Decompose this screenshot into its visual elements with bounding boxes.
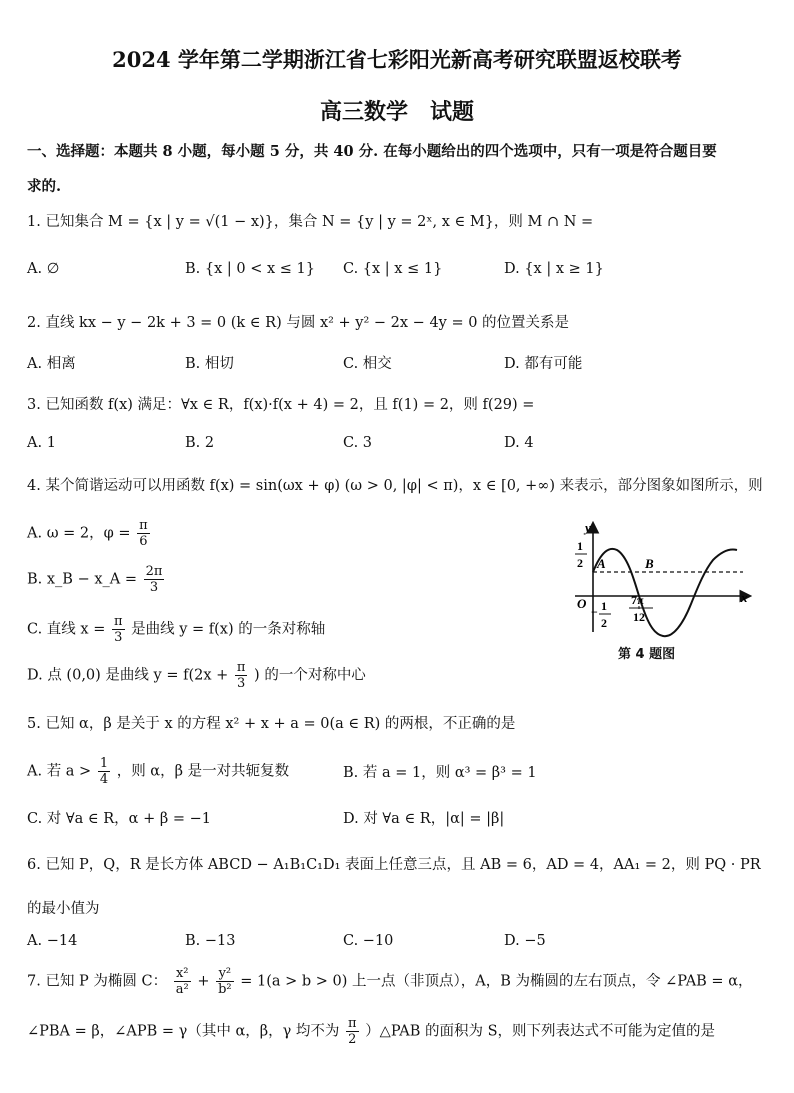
- q3-option-d[interactable]: D. 4: [504, 435, 534, 451]
- q4-a-fraction: $\frac{\pi}{6}$: [139, 518, 148, 549]
- q7-stem-post: = 1(a > b > 0) 上一点（非顶点），A，B 为椭圆的左右顶点，令 ∠PAB = α，: [240, 973, 753, 990]
- q4-d-text-post: ) 的一个对称中心: [254, 667, 366, 684]
- q4-stem: 4. 某个简谐运动可以用函数 f(x) = sin(ωx + φ) (ω > 0, |φ| < π)，x ∈ [0, +∞) 来表示，部分图象如图所示，则: [27, 478, 763, 494]
- q7-plus: +: [197, 973, 210, 990]
- q5-a-text: A. 若 a >: [27, 763, 92, 780]
- q3-option-a[interactable]: A. 1: [27, 435, 56, 451]
- half-denominator: 2: [577, 556, 583, 570]
- x-axis-label: x: [741, 590, 748, 605]
- q6-option-b[interactable]: B. −13: [185, 933, 236, 949]
- seven-pi-denominator: 12: [633, 610, 645, 624]
- q1-option-a[interactable]: A. ∅: [27, 261, 60, 277]
- q5-option-a[interactable]: [27, 756, 289, 787]
- q7-line2-fraction: $\frac{\pi}{2}$: [348, 1016, 357, 1047]
- q5-option-b[interactable]: B. 若 a = 1，则 α³ = β³ = 1: [343, 765, 537, 781]
- q4-d-fraction: $\frac{\pi}{3}$: [236, 660, 246, 691]
- q7-stem-pre: 7. 已知 P 为椭圆 C：: [27, 973, 168, 990]
- q5-stem: 5. 已知 α，β 是关于 x 的方程 x² + x + a = 0(a ∈ R) 的两根，不正确的是: [27, 716, 516, 732]
- q4-c-text: C. 直线 x =: [27, 621, 106, 638]
- q7-line2-pre: ∠PBA = β，∠APB = γ（其中 α，β，γ 均不为: [27, 1023, 340, 1040]
- sine-curve: [593, 549, 737, 636]
- q5-option-c[interactable]: C. 对 ∀a ∈ R，α + β = −1: [27, 811, 211, 827]
- q4-d-text: D. 点 (0,0) 是曲线 y = f(2x +: [27, 667, 229, 684]
- q6-option-c[interactable]: C. −10: [343, 933, 394, 949]
- q7-stem-line2: [27, 1016, 772, 1047]
- figure-caption: 第 4 题图: [618, 647, 676, 662]
- q4-b-fraction: $\frac{2\pi}{3}$: [145, 564, 163, 595]
- q5-option-d[interactable]: D. 对 ∀a ∈ R，|α| = |β|: [343, 811, 505, 827]
- q3-option-c[interactable]: C. 3: [343, 435, 373, 451]
- point-b-label: B: [645, 556, 654, 571]
- q4-c-fraction: $\frac{\pi}{3}$: [113, 614, 123, 645]
- q2-stem: 2. 直线 kx − y − 2k + 3 = 0 (k ∈ R) 与圆 x² + y² − 2x − 4y = 0 的位置关系是: [27, 315, 570, 331]
- q1-option-d[interactable]: D. {x | x ≥ 1}: [504, 261, 604, 277]
- q1-stem: 1. 已知集合 M = {x | y = √(1 − x)}，集合 N = {y | y = 2ˣ, x ∈ M}，则 M ∩ N =: [27, 214, 594, 230]
- neg-half-sign: −: [591, 605, 598, 619]
- q6-option-a[interactable]: A. −14: [27, 933, 78, 949]
- q3-option-b[interactable]: B. 2: [185, 435, 215, 451]
- exam-subtitle: 高三数学 试题: [319, 99, 474, 125]
- y-axis-label: y: [585, 520, 591, 535]
- q2-option-c[interactable]: C. 相交: [343, 356, 392, 372]
- q1-option-b[interactable]: B. {x | 0 < x ≤ 1}: [185, 261, 315, 277]
- origin-label: O: [577, 596, 587, 611]
- q4-option-b[interactable]: [27, 564, 166, 595]
- q5-a-text-post: ，则 α，β 是一对共轭复数: [116, 763, 290, 780]
- section-heading: 一、选择题：本题共 8 小题，每小题 5 分，共 40 分. 在每小题给出的四个选项中，只有一项是符合题目要: [27, 143, 717, 160]
- q6-stem: 6. 已知 P，Q，R 是长方体 ABCD − A₁B₁C₁D₁ 表面上任意三点，且 AB = 6，AD = 4，AA₁ = 2，则 PQ · PR: [27, 857, 761, 873]
- q4-option-d[interactable]: [27, 660, 366, 691]
- seven-pi-numerator: 7π: [631, 593, 644, 607]
- section-heading-cont: 求的.: [27, 178, 62, 195]
- q4-b-text: B. x_B − x_A =: [27, 571, 137, 588]
- q1-option-c[interactable]: C. {x | x ≤ 1}: [343, 261, 443, 277]
- q7-fraction-y: $\frac{\text{y²}}{\text{b²}}$: [218, 966, 232, 997]
- q5-a-fraction: $\frac{1}{4}$: [99, 756, 109, 787]
- exam-title: 2024 学年第二学期浙江省七彩阳光新高考研究联盟返校联考: [112, 47, 682, 72]
- half-numerator: 1: [577, 539, 583, 553]
- q4-sine-graph: [535, 512, 775, 662]
- q2-option-b[interactable]: B. 相切: [185, 356, 234, 372]
- q4-option-c[interactable]: [27, 614, 325, 645]
- neg-half-denominator: 2: [601, 616, 607, 630]
- q7-fraction-x: $\frac{\text{x²}}{\text{a²}}$: [175, 966, 189, 997]
- q2-option-a[interactable]: A. 相离: [27, 356, 76, 372]
- q7-stem: [27, 966, 772, 997]
- point-a-label: A: [597, 556, 606, 571]
- q4-option-a[interactable]: [27, 518, 152, 549]
- q4-c-text-post: 是曲线 y = f(x) 的一条对称轴: [131, 621, 326, 638]
- q7-line2-post: ）△PAB 的面积为 S，则下列表达式不可能为定值的是: [365, 1023, 716, 1040]
- q2-option-d[interactable]: D. 都有可能: [504, 356, 583, 372]
- q4-a-text: A. ω = 2，φ =: [27, 525, 131, 542]
- q6-stem-cont: 的最小值为: [27, 901, 100, 917]
- q3-stem: 3. 已知函数 f(x) 满足：∀x ∈ R，f(x)·f(x + 4) = 2，且 f(1) = 2，则 f(29) =: [27, 397, 535, 413]
- q6-option-d[interactable]: D. −5: [504, 933, 546, 949]
- neg-half-numerator: 1: [601, 599, 607, 613]
